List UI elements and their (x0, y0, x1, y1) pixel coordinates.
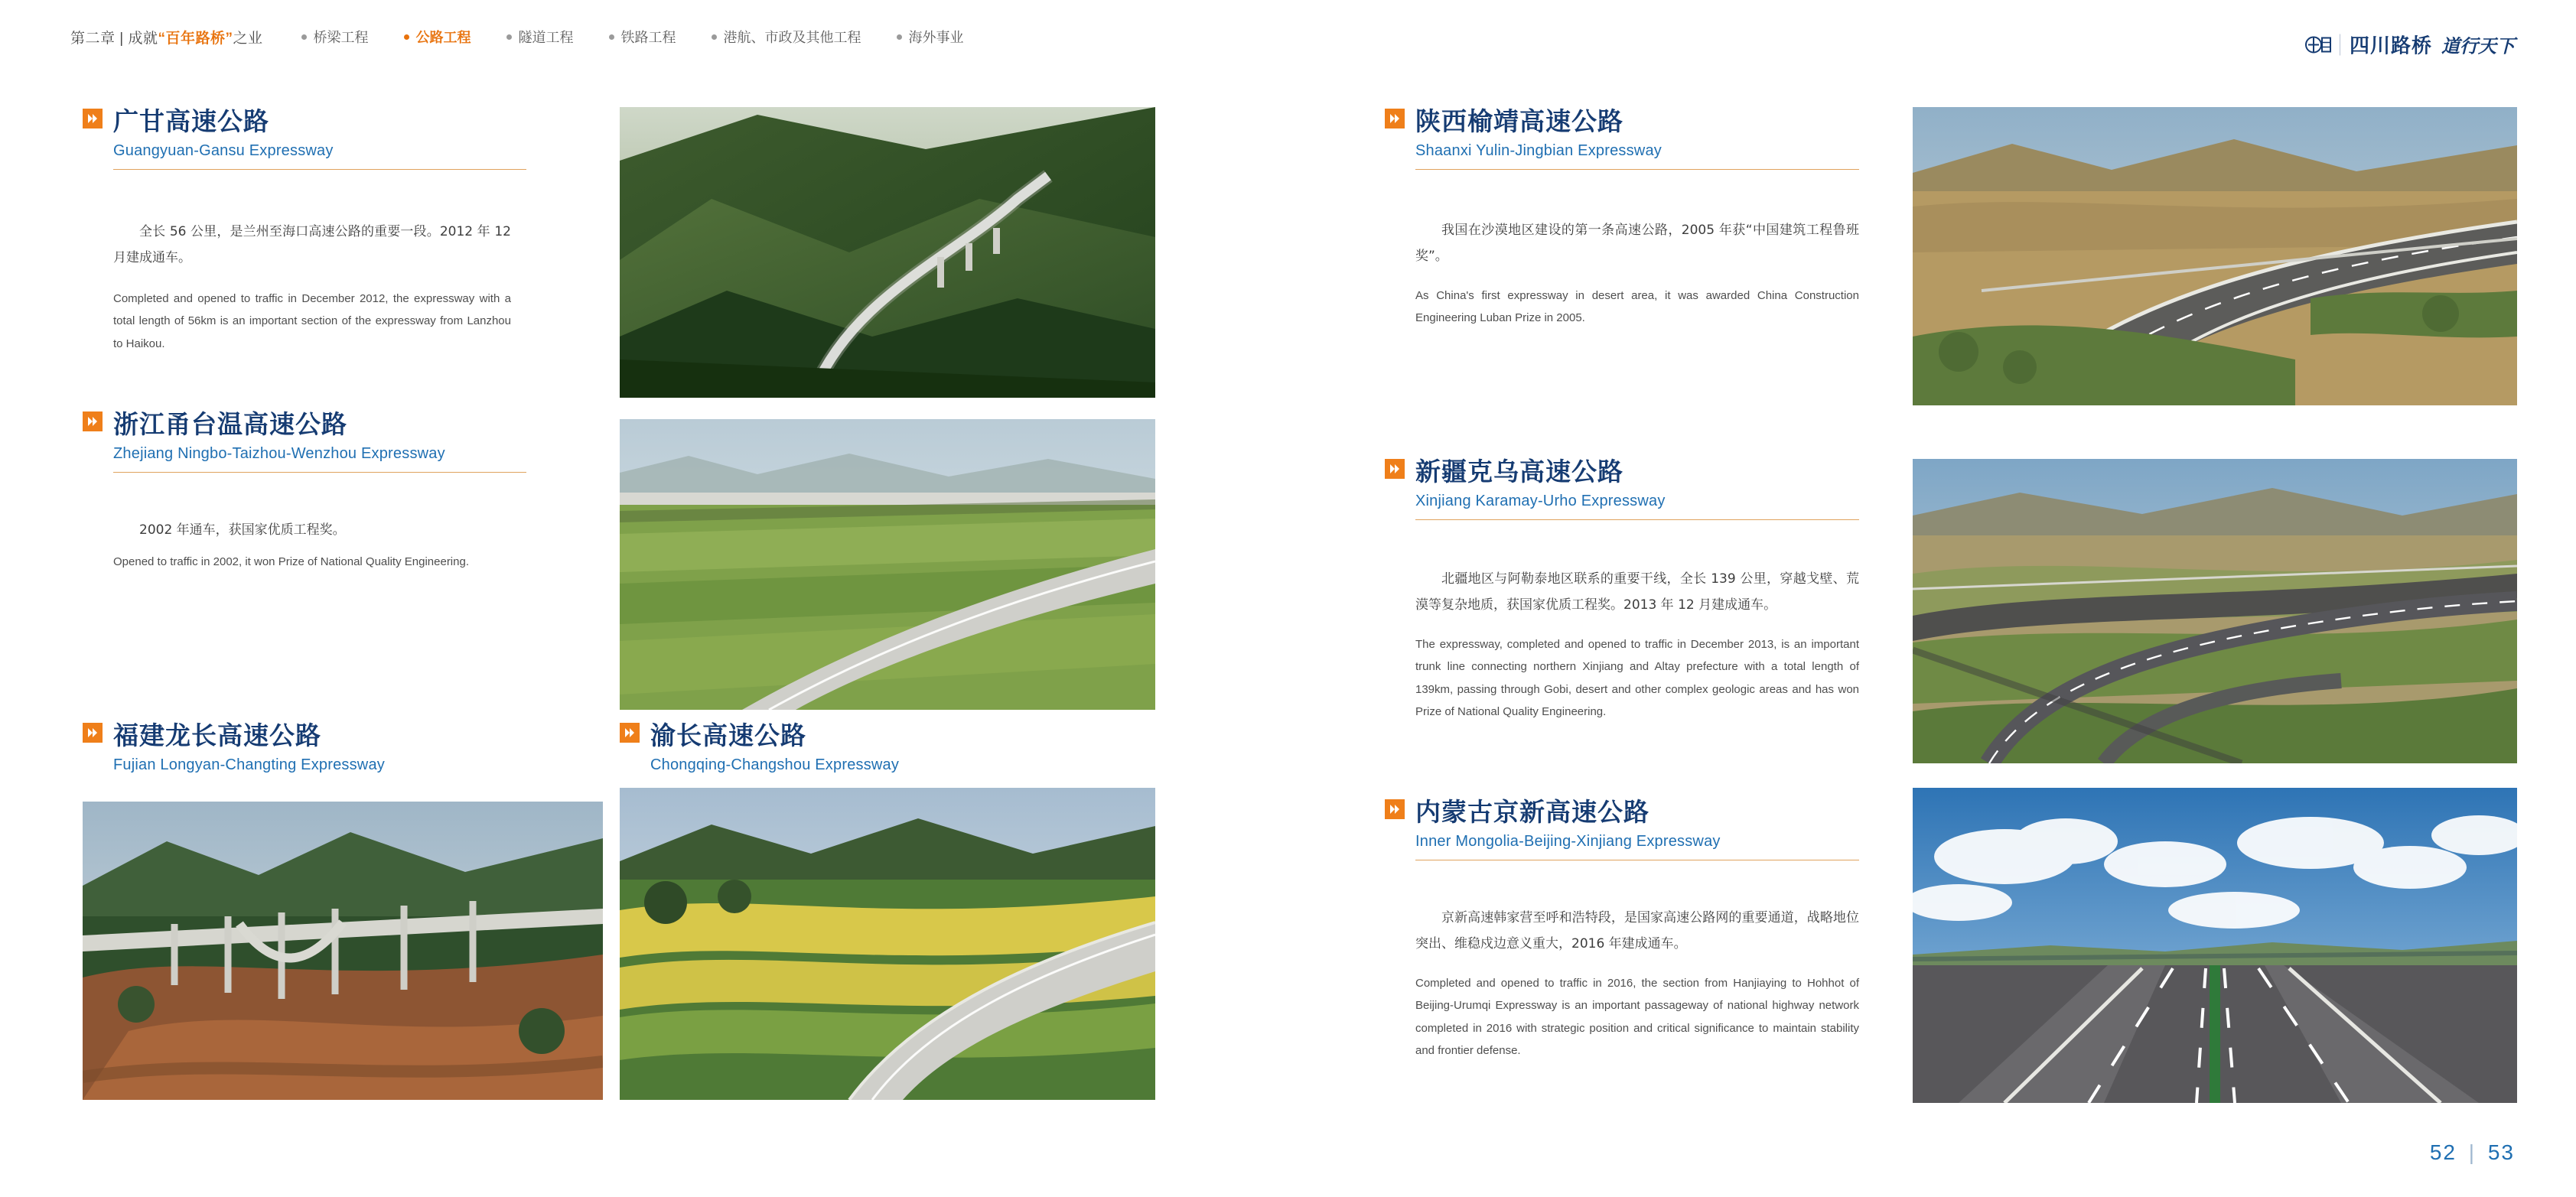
nav-item-port-municipal[interactable] (712, 27, 861, 47)
section-paragraph-cn: 北疆地区与阿勒泰地区联系的重要干线，全长 139 公里，穿越戈壁、荒漠等复杂地质，获国家优质工程奖。2013 年 12 月建成通车。 (1415, 571, 1859, 613)
photo-zhejiang-ningbo (620, 419, 1155, 710)
nav-item-label: 海外事业 (908, 30, 964, 45)
section-rule (113, 169, 526, 170)
section-title-en: Zhejiang Ningbo-Taizhou-Wenzhou Expressway (113, 445, 445, 462)
section-heading (1385, 106, 1859, 159)
section-title-cn: 渝长高速公路 (650, 720, 806, 750)
section-guangyuan-gansu (83, 106, 526, 355)
page-number-right: 53 (2487, 1140, 2515, 1164)
bullet-icon (609, 34, 614, 40)
nav-item-list (301, 27, 999, 47)
section-title-en: Xinjiang Karamay-Urho Expressway (1415, 493, 1666, 509)
arrow-marker-icon (1385, 459, 1405, 479)
nav-item-tunnel[interactable] (506, 27, 574, 47)
photo-chongqing-changshou (620, 788, 1155, 1100)
logo-slogan: 道行天下 (2441, 35, 2515, 57)
section-heading (83, 411, 526, 462)
section-xinjiang-karamay (1385, 459, 1859, 723)
chapter-suffix: 之业 (233, 30, 263, 47)
page-number (2430, 1140, 2515, 1165)
section-heading (83, 720, 526, 773)
section-title-cn: 内蒙古京新高速公路 (1415, 797, 1649, 827)
nav-item-label: 铁路工程 (620, 30, 676, 45)
photo-inner-mongolia (1913, 788, 2517, 1103)
arrow-marker-icon (1385, 799, 1405, 819)
photo-guangyuan-gansu (620, 107, 1155, 398)
section-paragraph-cn: 我国在沙漠地区建设的第一条高速公路，2005 年获“中国建筑工程鲁班奖”。 (1415, 223, 1859, 264)
arrow-marker-icon (83, 411, 103, 431)
section-title-cn: 福建龙长高速公路 (113, 720, 321, 750)
section-fujian-longyan (83, 720, 526, 773)
section-title-en: Guangyuan-Gansu Expressway (113, 142, 334, 159)
section-title-en: Shaanxi Yulin-Jingbian Expressway (1415, 142, 1662, 159)
section-title-cn: 陕西榆靖高速公路 (1415, 106, 1623, 136)
section-paragraph-en: The expressway, completed and opened to traffic in December 2013, is an important trunk line connecting northern Xinjiang and Altay prefecture with a total length of 139km, passing through Gobi, desert and other complex geologic areas and has won Prize of National Quality Engineering. (1415, 638, 1859, 718)
bullet-icon (897, 34, 902, 40)
nav-item-label: 隧道工程 (518, 30, 574, 45)
section-heading (83, 106, 526, 159)
chapter-prefix: 第二章 | 成就 (70, 30, 158, 47)
section-paragraph-en: Completed and opened to traffic in 2016, the section from Hanjiaying to Hohhot of Beijing-Urumqi Expressway is an important passageway of national highway network completed in 2016 with strategic position and critical significance to maintain stability and frontier defense. (1415, 977, 1859, 1057)
chapter-highlight: “百年路桥” (158, 30, 233, 47)
page-number-left: 52 (2429, 1140, 2457, 1164)
section-zhejiang-ningbo (83, 411, 526, 573)
section-shaanxi-yulin (1385, 106, 1859, 330)
section-paragraph-cn: 京新高速韩家营至呼和浩特段，是国家高速公路网的重要通道，战略地位突出、维稳戍边意义重大，2016 年建成通车。 (1415, 910, 1859, 951)
logo-emblem-icon (2304, 31, 2332, 57)
bullet-icon (712, 34, 717, 40)
section-inner-mongolia (1385, 799, 1859, 1062)
arrow-marker-icon (620, 723, 640, 743)
arrow-marker-icon (83, 109, 103, 128)
section-rule (1415, 169, 1859, 170)
photo-xinjiang-karamay (1913, 459, 2517, 763)
page-number-separator: | (2468, 1140, 2477, 1164)
nav-item-label: 港航、市政及其他工程 (723, 30, 861, 45)
section-title-cn: 新疆克乌高速公路 (1415, 457, 1623, 486)
photo-shaanxi-yulin (1913, 107, 2517, 405)
nav-item-label: 桥梁工程 (313, 30, 369, 45)
section-paragraph-en: Opened to traffic in 2002, it won Prize of National Quality Engineering. (113, 555, 469, 568)
nav-item-label: 公路工程 (415, 30, 471, 45)
nav-item-railway[interactable] (609, 27, 676, 47)
section-title-en: Inner Mongolia-Beijing-Xinjiang Expressway (1415, 833, 1721, 850)
section-chongqing-changshou (620, 720, 1063, 773)
arrow-marker-icon (83, 723, 103, 743)
section-paragraph-cn: 全长 56 公里，是兰州至海口高速公路的重要一段。2012 年 12 月建成通车。 (113, 224, 511, 265)
chapter-breadcrumb (70, 27, 263, 47)
logo-company-name: 四川路桥 (2349, 34, 2432, 58)
section-heading (1385, 799, 1859, 850)
bullet-icon (506, 34, 512, 40)
section-title-en: Fujian Longyan-Changting Expressway (113, 756, 385, 773)
section-rule (113, 472, 526, 473)
section-heading (1385, 459, 1859, 509)
section-heading (620, 720, 1063, 773)
nav-item-overseas[interactable] (897, 27, 964, 47)
bullet-icon (404, 34, 409, 40)
nav-item-highway[interactable] (404, 27, 471, 47)
arrow-marker-icon (1385, 109, 1405, 128)
company-logo (2304, 31, 2515, 59)
section-paragraph-en: Completed and opened to traffic in December 2012, the expressway with a total length of 56km is an important section of the expressway from Lanzhou to Haikou. (113, 292, 511, 350)
photo-fujian-longyan (83, 802, 603, 1100)
section-paragraph-cn: 2002 年通车，获国家优质工程奖。 (139, 522, 346, 538)
bullet-icon (301, 34, 307, 40)
section-title-cn: 广甘高速公路 (113, 106, 269, 136)
nav-item-bridge[interactable] (301, 27, 369, 47)
section-title-en: Chongqing-Changshou Expressway (650, 756, 900, 773)
top-navigation (0, 0, 2576, 73)
section-rule (1415, 519, 1859, 520)
section-paragraph-en: As China's first expressway in desert area, it was awarded China Construction Engineering Luban Prize in 2005. (1415, 289, 1859, 325)
section-title-cn: 浙江甬台温高速公路 (113, 409, 347, 439)
